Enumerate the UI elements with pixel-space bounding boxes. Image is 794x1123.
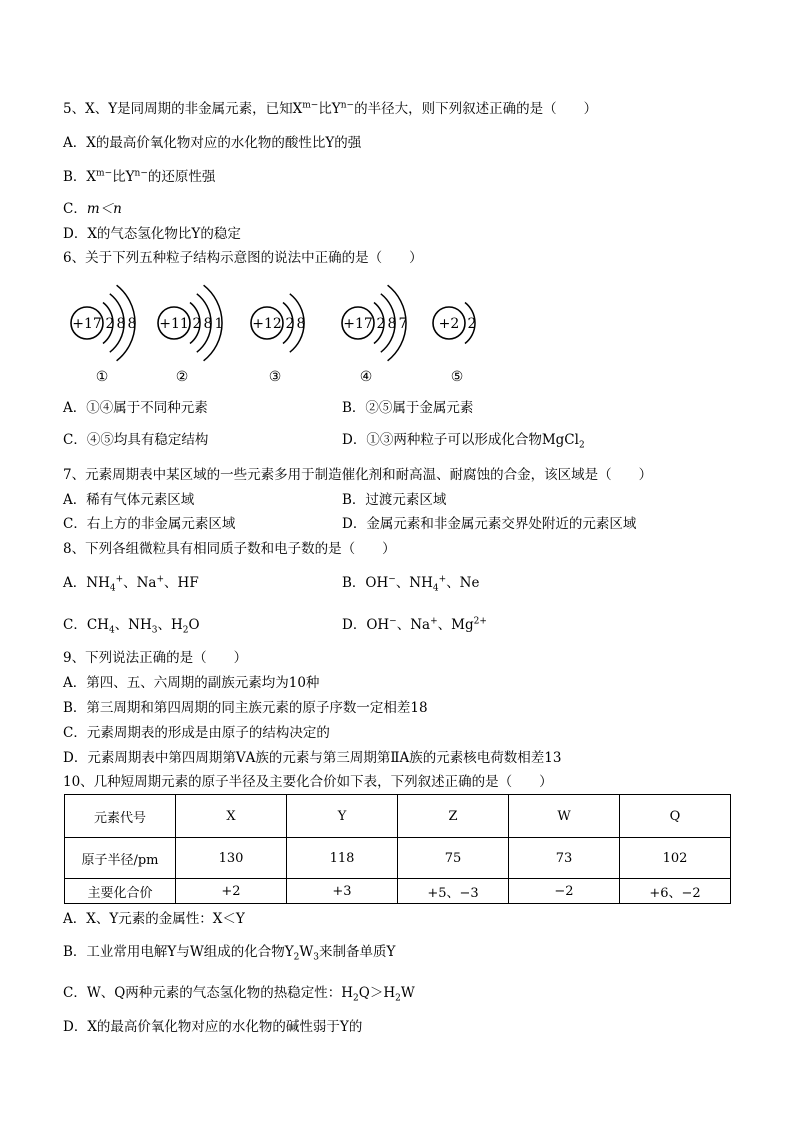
table-cell: 102 (620, 838, 731, 879)
diagram-label: ① (95, 369, 109, 385)
table-header-row (65, 795, 731, 838)
table-cell: +5、−3 (398, 879, 509, 904)
q10-option-b: B．工业常用电解Y与W组成的化合物$Y_2W_3$来制备单质Y (63, 944, 396, 963)
q6-option-a: A．①④属于不同种元素 (63, 400, 208, 416)
atom-diagram (158, 285, 223, 385)
q10-option-c: C．W、Q两种元素的气态氢化物的热稳定性：$H_2Q>H_2W$ (63, 985, 415, 1004)
table-cell: Z (398, 795, 509, 838)
q10-option-a: A．X、Y元素的金属性：X＜Y (63, 911, 245, 927)
diagram-label: ③ (268, 369, 282, 385)
table-cell: 元素代号 (65, 795, 176, 838)
table-row (65, 879, 731, 904)
q8-option-a: A．$NH_4^+$、Na+、HF (63, 574, 199, 594)
atom-diagram (342, 285, 407, 385)
shell-electron-count: 8 (203, 316, 213, 332)
table-cell: 73 (509, 838, 620, 879)
diagram-label: ④ (359, 369, 373, 385)
q10-option-d: D．X的最高价氧化物对应的水化物的碱性弱于Y的 (63, 1019, 363, 1035)
shell-electron-count: 7 (398, 316, 408, 332)
table-cell: +6、−2 (620, 879, 731, 904)
q7-stem: 7、元素周期表中某区域的一些元素多用于制造催化剂和耐高温、耐腐蚀的合金，该区域是（ ） (63, 467, 653, 483)
q5-option-c: C．m＜n (63, 201, 122, 217)
q5-option-d: D．X的气态氢化物比Y的稳定 (63, 226, 241, 242)
nucleus-charge: +17 (72, 316, 102, 332)
table-cell: Y (287, 795, 398, 838)
q6-option-d: D．①③两种粒子可以形成化合物MgCl$_2$ (342, 432, 585, 451)
table-cell: +2 (176, 879, 287, 904)
table-cell: X (176, 795, 287, 838)
nucleus-charge: +12 (252, 316, 282, 332)
table-cell: 75 (398, 838, 509, 879)
q6-option-b: B．②⑤属于金属元素 (342, 400, 474, 416)
q5-option-b: B．$X^{m-}$比$Y^{n-}$的还原性强 (63, 168, 216, 185)
table-cell: −2 (509, 879, 620, 904)
shell-electron-count: 2 (192, 316, 202, 332)
nucleus-charge: +2 (438, 316, 460, 332)
q9-option-d: D．元素周期表中第四周期第ⅤA族的元素与第三周期第ⅡA族的元素核电荷数相差13 (63, 750, 562, 766)
table-cell: +3 (287, 879, 398, 904)
q8-option-d: D．OH−、Na+、$Mg^{2+}$ (342, 616, 487, 633)
q9-option-b: B．第三周期和第四周期的同主族元素的原子序数一定相差18 (63, 700, 428, 716)
q9-option-c: C．元素周期表的形成是由原子的结构决定的 (63, 725, 330, 741)
nucleus-charge: +11 (159, 316, 189, 332)
q10-stem: 10、几种短周期元素的原子半径及主要化合价如下表，下列叙述正确的是（ ） (63, 774, 553, 790)
table-row (65, 838, 731, 879)
diagram-label: ② (175, 369, 189, 385)
table-cell: 118 (287, 838, 398, 879)
shell-electron-count: 2 (105, 316, 115, 332)
atom-diagram (251, 294, 305, 385)
table-cell: 主要化合价 (65, 879, 176, 904)
q7-option-d: D．金属元素和非金属元素交界处附近的元素区域 (342, 516, 637, 532)
shell-electron-count: 8 (296, 316, 306, 332)
atom-structure-diagrams (62, 275, 502, 387)
q8-option-c: C．$CH_4$、$NH_3$、$H_2O$ (63, 617, 200, 636)
table-cell: 130 (176, 838, 287, 879)
shell-electron-count: 8 (116, 316, 126, 332)
q7-option-b: B．过渡元素区域 (342, 492, 447, 508)
shell-electron-count: 1 (214, 316, 224, 332)
q6-option-c: C．④⑤均具有稳定结构 (63, 432, 209, 448)
atom-diagram (71, 285, 136, 385)
element-data-table (64, 794, 731, 904)
atom-diagram (433, 303, 476, 386)
q9-stem: 9、下列说法正确的是（ ） (63, 650, 248, 666)
table-cell: 原子半径/pm (65, 838, 176, 879)
q8-stem: 8、下列各组微粒具有相同质子数和电子数的是（ ） (63, 541, 396, 557)
diagram-label: ⑤ (450, 369, 464, 385)
table-cell: W (509, 795, 620, 838)
shell-electron-count: 2 (467, 316, 477, 332)
table-cell: Q (620, 795, 731, 838)
q5-option-a: A．X的最高价氧化物对应的水化物的酸性比Y的强 (63, 135, 362, 151)
nucleus-charge: +17 (343, 316, 373, 332)
q7-option-a: A．稀有气体元素区域 (63, 492, 195, 508)
q9-option-a: A．第四、五、六周期的副族元素均为10种 (63, 675, 320, 691)
shell-electron-count: 8 (127, 316, 137, 332)
q8-option-b: B．OH−、$NH_4^+$、Ne (342, 574, 480, 594)
shell-electron-count: 2 (376, 316, 386, 332)
q6-stem: 6、关于下列五种粒子结构示意图的说法中正确的是（ ） (63, 250, 423, 266)
shell-electron-count: 2 (285, 316, 295, 332)
shell-electron-count: 8 (387, 316, 397, 332)
q7-option-c: C．右上方的非金属元素区域 (63, 516, 236, 532)
q5-stem: 5、X、Y是同周期的非金属元素，已知$X^{m-}$比$Y^{n-}$的半径大，则下列叙述正确的是（ ） (63, 100, 598, 117)
